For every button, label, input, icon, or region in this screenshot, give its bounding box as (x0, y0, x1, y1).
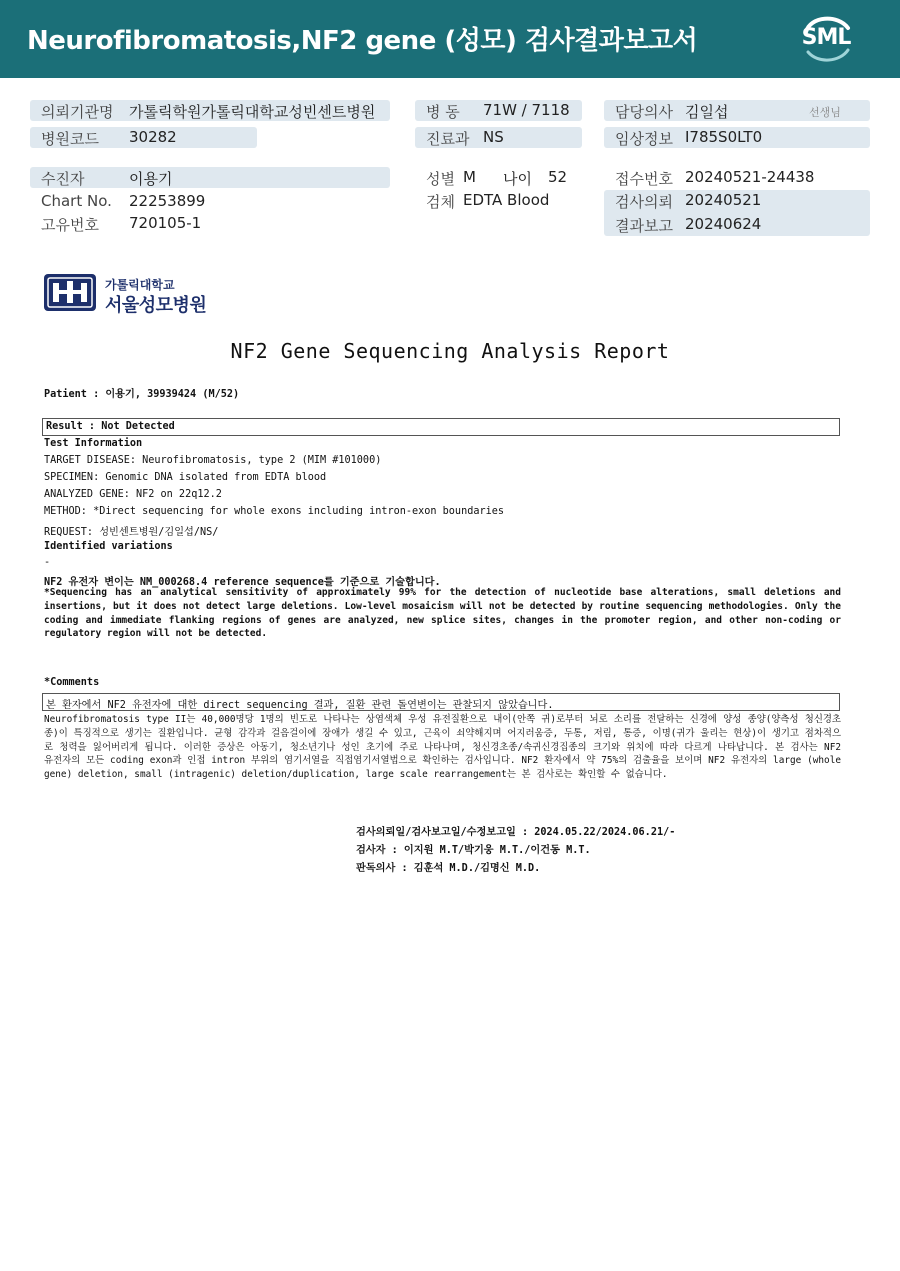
sex-age-row (415, 167, 582, 188)
clinical-value: I785S0LT0 (685, 128, 763, 146)
unique-label: 고유번호 (41, 216, 99, 234)
clinical-row (604, 127, 870, 148)
unique-value: 720105-1 (129, 214, 202, 232)
patient-row (30, 167, 390, 188)
reference-note: NF2 유전자 변이는 NM_000268.4 reference sequence를 기준으로 기술합니다. (44, 577, 441, 588)
method-line: METHOD: *Direct sequencing for whole exons including intron-exon boundaries (44, 506, 505, 517)
doctor-row (604, 100, 870, 121)
variations-value: - (44, 557, 51, 568)
page-title: Neurofibromatosis,NF2 gene (성모) 검사결과보고서 (27, 26, 698, 56)
specimen-label: 검체 (426, 193, 455, 211)
doctor-value: 김일섭 (685, 103, 729, 121)
specimen-value: EDTA Blood (463, 191, 550, 209)
age-value: 52 (548, 168, 568, 186)
variations-heading: Identified variations (44, 541, 173, 552)
readers-line: 판독의사 : 김훈석 M.D./김명신 M.D. (356, 863, 541, 874)
age-label: 나이 (503, 170, 532, 188)
institution-label: 의뢰기관명 (41, 103, 114, 121)
clinical-label: 임상정보 (615, 130, 673, 148)
hospital-emblem-icon (43, 273, 99, 313)
request-label: 검사의뢰 (615, 193, 673, 211)
comment-body: Neurofibromatosis type II는 40,000명당 1명의 빈도로 나타나는 상염색체 우성 유전질환으로 내이(안쪽 귀)로부터 뇌로 소리를 전달하는 신경에 양성 종양(양측성 청신경초종)이 특징적으로 생기는 질환입니다. 균형 감각과 걸음걸이에 장애가 생길 수 있고, 근육이 쇠약해지며 어지러움증, 두통, 저림, 통증, 이명(귀가 울리는 현상)이 생기고 점차적으로 청력을 잃어버리게 됩니다. 이러한 증상은 아동기, 청소년기나 성인 초기에 주로 나타나며, 청신경초종/속귀신경집종의 크기와 위치에 따라 다르게 나타납니다. 본 검사는 NF2 유전자의 모든 coding exon과 인접 intron 부위의 염기서열을 직접염기서열법으로 확인하는 검사입니다. NF2 환자에서 약 75%의 검출율을 보이며 NF2 유전자의 large (whole gene) deletion, small (intragenic) deletion/duplication, large scale rearrangement는 본 검사로는 확인할 수 없습니다. (44, 714, 841, 781)
comment-result-line: 본 환자에서 NF2 유전자에 대한 direct sequencing 결과, 질환 관련 돌연변이는 관찰되지 않았습니다. (46, 700, 554, 711)
hospital-code-row (30, 127, 257, 148)
department-row (415, 127, 582, 148)
result-box (42, 418, 840, 436)
sml-logo-text: SML (801, 25, 851, 50)
specimen-line: SPECIMEN: Genomic DNA isolated from EDTA blood (44, 472, 327, 483)
department-value: NS (483, 128, 504, 146)
hospital-code-value: 30282 (129, 128, 177, 146)
receipt-row (604, 167, 870, 188)
sex-label: 성별 (426, 170, 455, 188)
unique-row (30, 213, 390, 234)
doctor-label: 담당의사 (615, 103, 673, 121)
chart-row (30, 191, 390, 212)
comments-heading: *Comments (44, 677, 100, 688)
report-header (0, 0, 900, 78)
department-label: 진료과 (426, 130, 470, 148)
target-disease-line: TARGET DISEASE: Neurofibromatosis, type 2 (MIM #101000) (44, 455, 382, 466)
request-value: 20240521 (685, 191, 762, 209)
comment-result-box (42, 693, 840, 711)
sensitivity-note: *Sequencing has an analytical sensitivity of approximately 99% for the detection of nucleotide base alterations, small deletions and insertions, but it does not detect large deletions. Low-level mosaicism will not be detected by routine sequencing methodologies. Only the coding and immediate flanking regions of genes are analyzed, new splice sites, changes in the promoter region, and other non-coding or regulatory region will not be detected. (44, 587, 841, 640)
report-label: 결과보고 (615, 217, 673, 235)
analyzed-gene-line: ANALYZED GENE: NF2 on 22q12.2 (44, 489, 222, 500)
hospital-logo (43, 273, 223, 315)
institution-value: 가톨릭학원가톨릭대학교성빈센트병원 (129, 103, 376, 121)
report-title: NF2 Gene Sequencing Analysis Report (230, 339, 670, 363)
request-report-block (604, 190, 870, 236)
sml-logo (798, 12, 854, 66)
receipt-label: 접수번호 (615, 170, 673, 188)
sex-value: M (463, 168, 476, 186)
chart-value: 22253899 (129, 192, 206, 210)
test-info-heading: Test Information (44, 438, 143, 449)
result-line: Result : Not Detected (46, 421, 175, 432)
ward-label: 병 동 (426, 103, 460, 121)
hospital-code-label: 병원코드 (41, 130, 99, 148)
ward-row (415, 100, 582, 121)
patient-label: 수진자 (41, 170, 85, 188)
hospital-name-line1: 가톨릭대학교 (105, 278, 175, 292)
examiners-line: 검사자 : 이지원 M.T/박기웅 M.T./이건동 M.T. (356, 845, 591, 856)
report-dates: 검사의뢰일/검사보고일/수정보고일 : 2024.05.22/2024.06.21/- (356, 827, 676, 838)
specimen-row (415, 190, 582, 211)
report-value: 20240624 (685, 215, 762, 233)
chart-label: Chart No. (41, 192, 112, 210)
request-line: REQUEST: 성빈센트병원/김일섭/NS/ (44, 527, 219, 538)
patient-value: 이용기 (129, 170, 173, 188)
doctor-suffix: 선생님 (809, 106, 841, 119)
hospital-name-line2: 서울성모병원 (105, 295, 207, 316)
receipt-value: 20240521-24438 (685, 168, 815, 186)
patient-line: Patient : 이용기, 39939424 (M/52) (44, 389, 240, 400)
ward-value: 71W / 7118 (483, 101, 570, 119)
institution-row (30, 100, 390, 121)
